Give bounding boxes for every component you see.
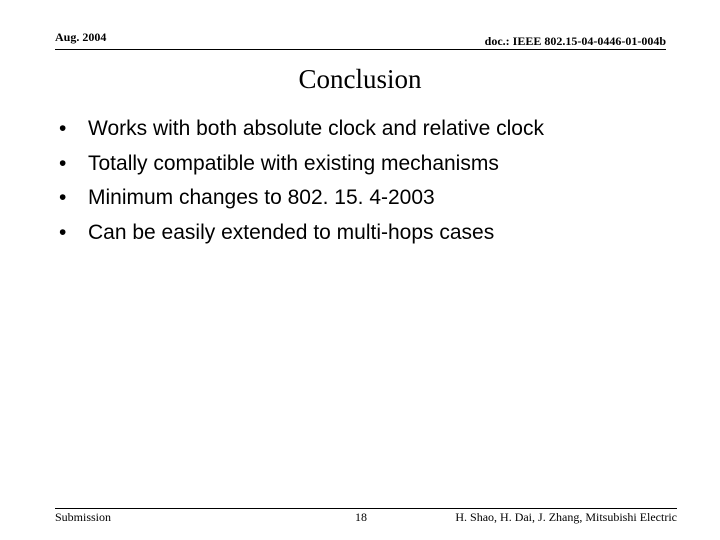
list-item <box>55 112 544 147</box>
list-item <box>55 147 544 182</box>
bullet-icon: • <box>59 117 67 140</box>
bullet-text: Minimum changes to 802. 15. 4-2003 <box>88 186 435 209</box>
page-number: 18 <box>355 510 367 524</box>
bullet-text: Totally compatible with existing mechanisms <box>88 151 499 175</box>
bullet-icon: • <box>59 220 67 244</box>
bullet-text: Works with both absolute clock and relative clock <box>88 117 544 140</box>
bullet-icon: • <box>59 151 67 175</box>
footer-authors: H. Shao, H. Dai, J. Zhang, Mitsubishi Electric <box>455 510 677 524</box>
slide-title: Conclusion <box>298 64 422 94</box>
footer-divider <box>55 508 677 509</box>
bullet-text: Can be easily extended to multi-hops cases <box>88 220 495 244</box>
header-date: Aug. 2004 <box>55 30 107 44</box>
list-item <box>55 181 544 216</box>
bullet-icon: • <box>59 186 67 209</box>
footer-submission: Submission <box>55 510 112 524</box>
list-item <box>55 216 544 251</box>
bullet-list <box>55 112 544 250</box>
header-doc-id: doc.: IEEE 802.15-04-0446-01-004b <box>484 34 666 48</box>
header-divider <box>55 49 666 50</box>
